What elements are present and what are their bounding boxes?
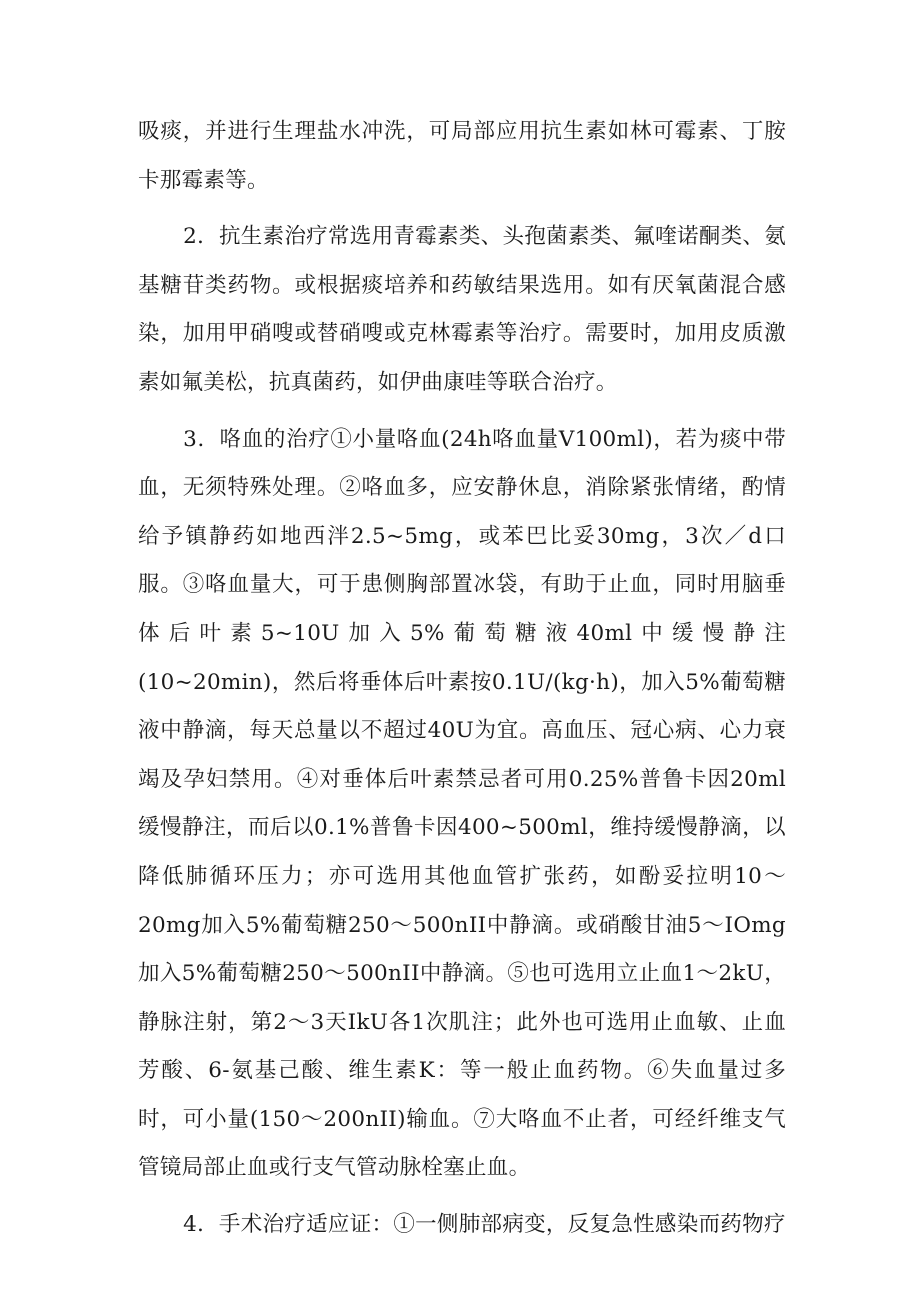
paragraph-antibiotic-treatment: 2．抗生素治疗常选用青霉素类、头孢菌素类、氟喹诺酮类、氨基糖苷类药物。或根据痰培养和药敏结果选用。如有厌氧菌混合感染，加用甲硝嗖或替硝嗖或克林霉素等治疗。需要时，加用皮质激素如氟美松，抗真菌药，如伊曲康哇等联合治疗。 xyxy=(138,224,786,395)
paragraph-surgical-indications: 4．手术治疗适应证：①一侧肺部病变，反复急性感染而药物疗 xyxy=(183,1212,786,1238)
paragraph-hemoptysis-treatment: 3．咯血的治疗①小量咯血(24h咯血量V100ml)，若为痰中带血，无须特殊处理。②咯血多，应安静休息，消除紧张情绪，酌情给予镇静药如地西泮2.5~5mg，或苯巴比妥30mg，3次／d口服。③咯血量大，可于患侧胸部置冰袋，有助于止血，同时用脑垂体后叶素5~10U加入5%葡萄糖液40ml中缓慢静注(10~20min)，然后将垂体后叶素按0.1U/(kg·h)，加入5%葡萄糖液中静滴，每天总量以不超过40U为宜。高血压、冠心病、心力衰竭及孕妇禁用。④对垂体后叶素禁忌者可用0.25%普鲁卡因20ml缓慢静注，而后以0.1%普鲁卡因400~500ml，维持缓慢静滴，以降低肺循环压力；亦可选用其他血管扩张药，如酚妥拉明10～20mg加入5%葡萄糖250～500nII中静滴。或硝酸甘油5～IOmg加入5%葡萄糖250～500nII中静滴。⑤也可选用立止血1～2kU，静脉注射，第2～3天IkU各1次肌注；此外也可选用止血敏、止血芳酸、6-氨基己酸、维生素K：等一般止血药物。⑥失血量过多时，可小量(150～200nII)输血。⑦大咯血不止者，可经纤维支气管镜局部止血或行支气管动脉栓塞止血。 xyxy=(138,426,786,1181)
document-body xyxy=(138,108,786,1250)
paragraph-continuation: 吸痰，并进行生理盐水冲洗，可局部应用抗生素如林可霉素、丁胺卡那霉素等。 xyxy=(138,119,786,193)
